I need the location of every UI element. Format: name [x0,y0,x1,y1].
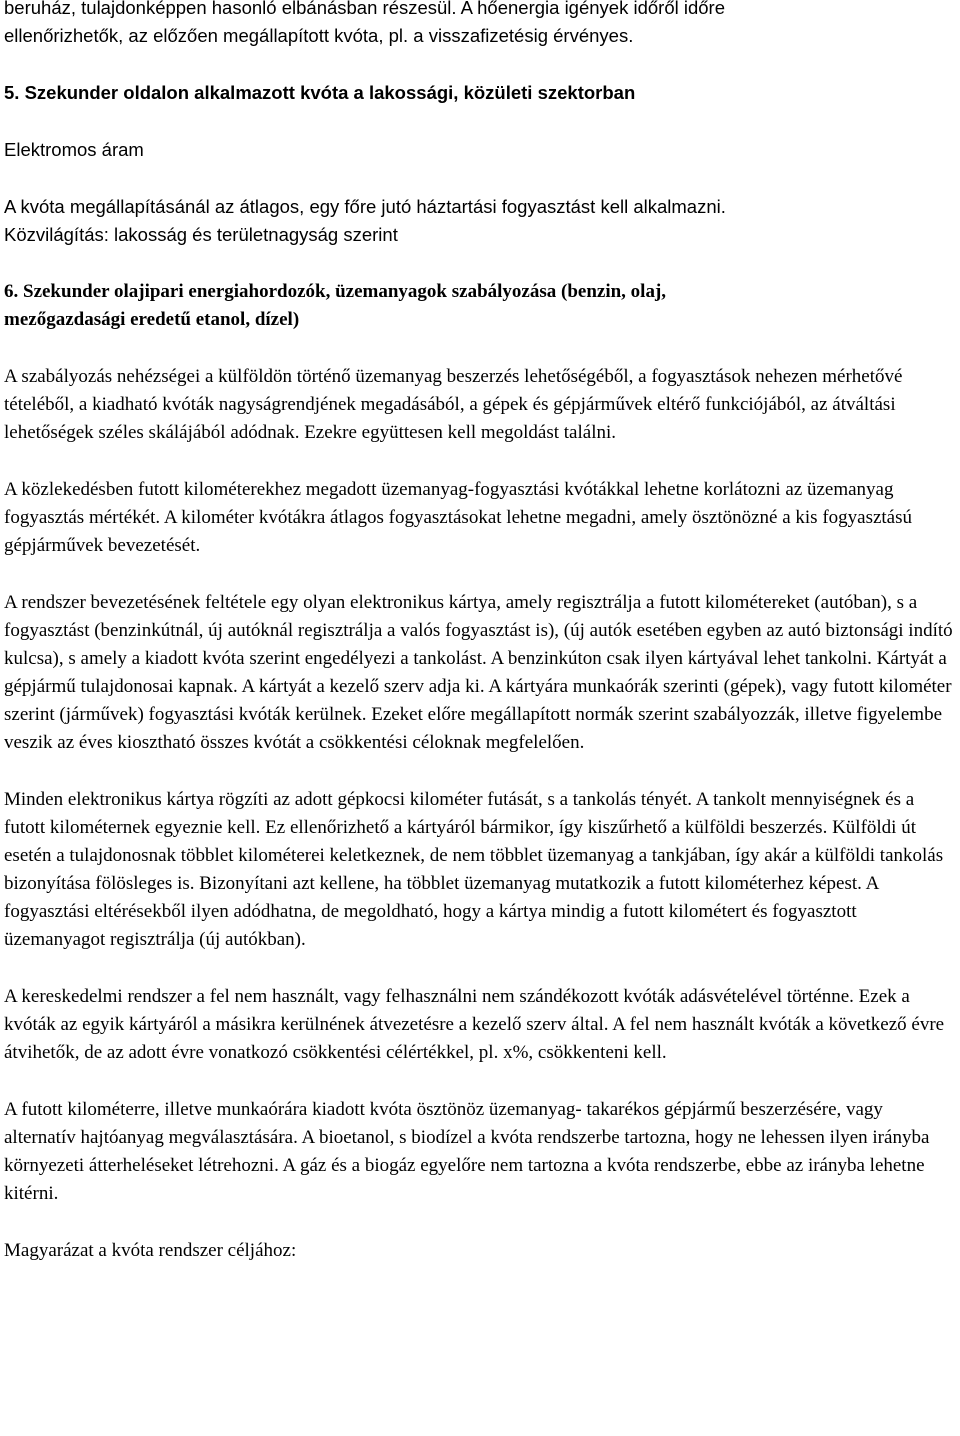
section-5-text [4,193,958,249]
intro-paragraph [4,0,958,50]
section-5-text-line-1: A kvóta megállapításánál az átlagos, egy főre jutó háztartási fogyasztást kell alkalmazni. [4,196,726,217]
paragraph-card-records: Minden elektronikus kártya rögzíti az adott gépkocsi kilométer futását, s a tankolás tényét. A tankolt mennyiségnek és a futott kilométernek egyeznie kell. Ez ellenőrizhető a kártyáról bármikor, így kiszűrhető a külföldi beszerzés. Külföldi út esetén a tulajdonosnak többlet kilométerei keletkeznek, de nem többlet üzemanyag a tankjában, így akár a külföldi tankolás bizonyítása fölösleges is. Bizonyítani azt kellene, ha többlet üzemanyag mutatkozik a futott kilométerhez képest. A fogyasztási eltérésekből ilyen adódhatna, de megoldható, hogy a kártya mindig a futott kilométert és fogyasztott üzemanyagot regisztrálja (új autókban). [4,789,944,950]
section-5-text-line-2: Közvilágítás: lakosság és területnagyság szerint [4,224,398,245]
section-6-heading-line-1: 6. Szekunder olajipari energiahordozók, üzemanyagok szabályozása (benzin, olaj, [4,281,667,302]
paragraph-difficulties: A szabályozás nehézségei a külföldön történő üzemanyag beszerzés lehetőségéből, a fogyasztások nehezen mérhetővé tételéből, a kiadható kvóták nagyságrendjének megadásából, a gépek és gépjárművek eltérő funkciójából, az átváltási lehetőségek széles skálájából adódnak. Ezekre együttesen kell megoldást találni. [4,366,903,443]
intro-line-2: ellenőrizhetők, az előzően megállapított kvóta, pl. a visszafizetésig érvényes. [4,25,634,46]
section-6-heading-line-2: mezőgazdasági eredetű etanol, dízel) [4,309,300,330]
section-5-heading: 5. Szekunder oldalon alkalmazott kvóta a lakossági, közületi szektorban [4,82,636,103]
paragraph-incentives: A futott kilométerre, illetve munkaórára kiadott kvóta ösztönöz üzemanyag- takarékos gépjármű beszerzésére, vagy alternatív hajtóanyag megválasztására. A bioetanol, s biodízel a kvóta rendszerbe tartozna, hogy ne lehessen ilyen irányba környezeti átterheléseket létrehozni. A gáz és a biogáz egyelőre nem tartozna a kvóta rendszerbe, ebbe az irányba lehetne kitérni. [4,1099,930,1204]
document-page [4,0,958,1265]
section-5-subheading: Elektromos áram [4,139,144,160]
section-6-heading [4,278,958,334]
intro-line-1: beruház, tulajdonképpen hasonló elbánásban részesül. A hőenergia igények időről időre [4,0,725,18]
paragraph-electronic-card: A rendszer bevezetésének feltétele egy olyan elektronikus kártya, amely regisztrálja a futott kilométereket (autóban), s a fogyasztást (benzinkútnál, új autóknál regisztrálja a valós fogyasztást is), (új autók esetében egyben az autó biztonsági indító kulcsa), s amely a kiadott kvóta szerint engedélyezi a tankolást. A benzinkúton csak ilyen kártyával lehet tankolni. Kártyát a gépjármű tulajdonosai kapnak. A kártyát a kezelő szerv adja ki. A kártyára munkaórák szerinti (gépek), vagy futott kilométer szerint (járművek) fogyasztási kvóták kerülnek. Ezeket előre megállapított normák szerint szabályozzák, illetve figyelembe veszik az éves kiosztható összes kvótát a csökkentési céloknak megfelelően. [4,592,953,753]
paragraph-km-quota: A közlekedésben futott kilométerekhez megadott üzemanyag-fogyasztási kvótákkal lehetne korlátozni az üzemanyag fogyasztás mértékét. A kilométer kvótákra átlagos fogyasztásokat lehetne megadni, amely ösztönözné a kis fogyasztású gépjárművek bevezetését. [4,479,913,556]
paragraph-trading-system: A kereskedelmi rendszer a fel nem használt, vagy felhasználni nem szándékozott kvóták adásvételével történne. Ezek a kvóták az egyik kártyáról a másikra kerülnének átvezetésre a kezelő szerv által. A fel nem használt kvóták a következő évre átvihetők, de az adott évre vonatkozó csökkentési célértékkel, pl. x%, csökkenteni kell. [4,986,945,1063]
footer-heading: Magyarázat a kvóta rendszer céljához: [4,1240,297,1261]
